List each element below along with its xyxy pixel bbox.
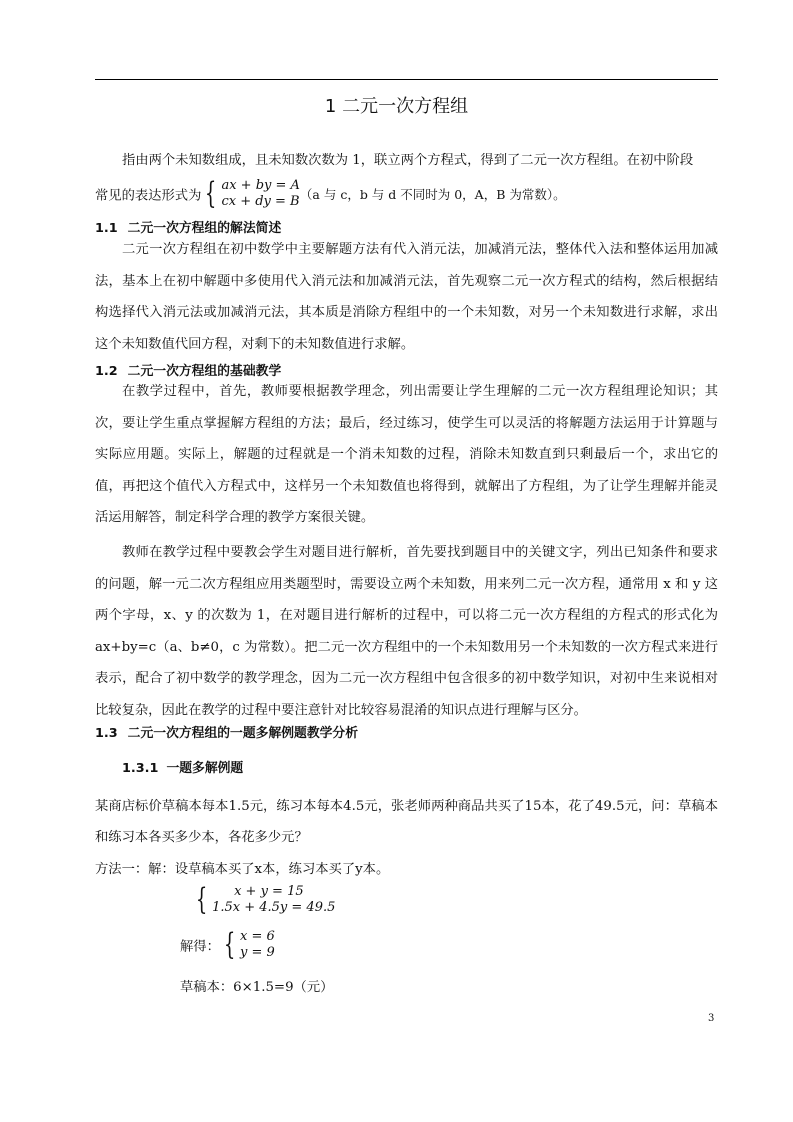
section-1-3-heading: 1.3 二元一次方程组的一题多解例题教学分析 (95, 726, 359, 741)
intro-line-2: 常见的表达形式为 { ax + by = A cx + dy = B （a 与 c，b 与 d 不同时为 0，A，B 为常数）。 (95, 176, 566, 211)
method-1-intro: 方法一：解：设草稿本买了x本，练习本买了y本。 (95, 862, 390, 877)
page-number: 3 (708, 1013, 715, 1024)
method-1-system: { x + y = 15 1.5x + 4.5y = 49.5 (195, 882, 336, 917)
method-1-eq-2: 1.5x + 4.5y = 49.5 (212, 900, 336, 915)
method-1-calculation: 草稿本：6×1.5=9（元） (180, 980, 334, 995)
page-title: 1 二元一次方程组 (324, 96, 469, 117)
section-1-2-paragraph-1: 在教学过程中，首先，教师要根据教学理念，列出需要让学生理解的二元一次方程组理论知识；其次，要让学生重点掌握解方程组的方法；最后，经过练习，使学生可以灵活的将解题方法运用于计算题与实际应用题。实际上，解题的过程就是一个消未知数的过程，消除未知数直到只剩最后一个，求出它的值，再把这个值代入方程式中，这样另一个未知数值也将得到，就解出了方程组，为了让学生理解并能灵活运用解答，制定科学合理的教学方案很关键。 (95, 384, 718, 525)
section-1-2-paragraph-2: 教师在教学过程中要教会学生对题目进行解析，首先要找到题目中的关键文字，列出已知条件和要求的问题，解一元二次方程组应用类题型时，需要设立两个未知数，用来列二元一次方程，通常用 x 和 y 这两个字母，x、y 的次数为 1，在对题目进行解析的过程中，可以将二元一次方程组的方程式的形式化为 ax+by=c（a、b≠0，c 为常数）。把二元一次方程组中的一个未知数用另一个未知数的一次方程式来进行表示，配合了初中数学的教学理念，因为二元一次方程组中包含很多的初中数学知识，对初中生来说相对比较复杂，因此在教学的过程中要注意针对比较容易混淆的知识点进行理解与区分。 (95, 545, 718, 718)
header-rule (95, 79, 718, 80)
method-1-solution: 解得： { x = 6 y = 9 (180, 927, 275, 962)
section-1-3-1-heading: 1.3.1 一题多解例题 (122, 761, 244, 776)
intro-equation-system: { ax + by = A cx + dy = B (205, 176, 300, 211)
section-1-1-body: 二元一次方程组在初中数学中主要解题方法有代入消元法，加减消元法，整体代入法和整体运用加减法，基本上在初中解题中多使用代入消元法和加减消元法，首先观察二元一次方程式的结构，然后根据结构选择代入消元法或加减消元法，其本质是消除方程组中的一个未知数，对另一个未知数进行求解，求出这个未知数值代回方程，对剩下的未知数值进行求解。 (95, 242, 718, 352)
intro-line-1: 指由两个未知数组成，且未知数次数为 1，联立两个方程式，得到了二元一次方程组。在初中阶段 (122, 153, 694, 168)
solution-eq-2: y = 9 (239, 945, 275, 960)
section-1-1-heading: 1.1 二元一次方程组的解法简述 (95, 221, 282, 236)
intro-eq-2: cx + dy = B (221, 194, 300, 209)
method-1-eq-1: x + y = 15 (234, 884, 304, 899)
intro-eq-1: ax + by = A (221, 178, 300, 193)
section-1-2-heading: 1.2 二元一次方程组的基础教学 (95, 364, 282, 379)
solution-eq-1: x = 6 (239, 929, 275, 944)
example-problem: 某商店标价草稿本每本1.5元，练习本每本4.5元，张老师两种商品共买了15本，花了49.5元，问：草稿本和练习本各买多少本，各花多少元？ (95, 799, 718, 845)
